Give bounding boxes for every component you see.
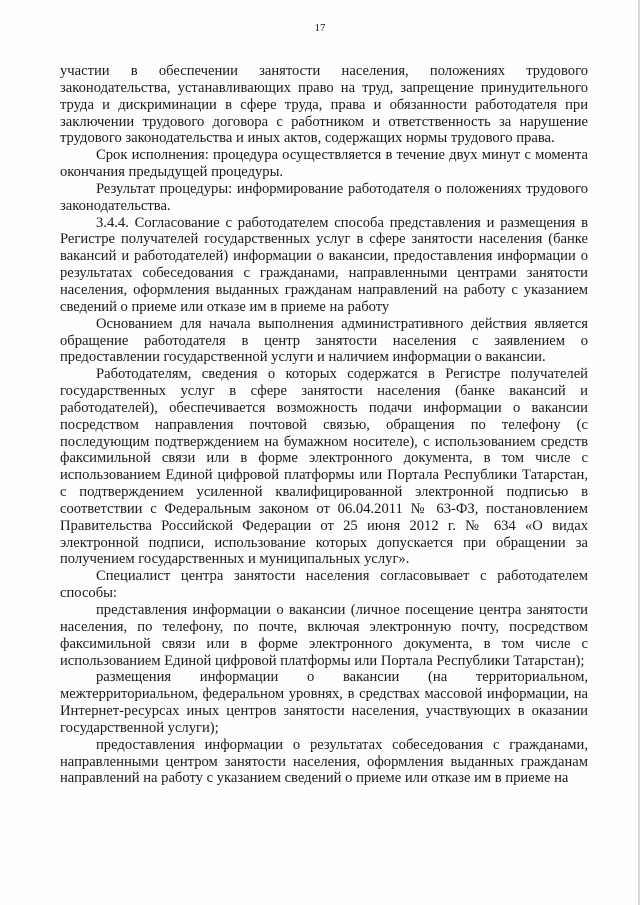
list-item-vacancy-info: представления информации о вакансии (личное посещение центра занятости населения, по телефону, по почте, включая электронную почту, посредством факсимильной связи или в форме электронного документа, в том числе с использованием Единой цифровой платформы или Портала Республики Татарстан);	[60, 602, 588, 669]
paragraph-execution-time: Срок исполнения: процедура осуществляется в течение двух минут с момента окончания предыдущей процедуры.	[60, 147, 588, 181]
list-item-vacancy-placement: размещения информации о вакансии (на территориальном, межтерриториальном, федеральном уровнях, в средствах массовой информации, на Интернет-ресурсах иных центров занятости населения, участвующих в оказании государственной услуги);	[60, 669, 588, 736]
paragraph-basis: Основанием для начала выполнения административного действия является обращение работодателя в центр занятости населения с заявлением о предоставлении государственной услуги и наличием информации о вакансии.	[60, 315, 588, 366]
document-body	[60, 63, 588, 787]
page-number: 17	[314, 22, 326, 34]
paragraph-specialist: Специалист центра занятости населения согласовывает с работодателем способы:	[60, 568, 588, 602]
list-item-interview-results: предоставления информации о результатах собеседования с гражданами, направленными центром занятости населения, оформления выданных гражданам направлений на работу с указанием сведений о приеме или отказе им в приеме на	[60, 736, 588, 787]
paragraph-procedure-result: Результат процедуры: информирование работодателя о положениях трудового законодательства.	[60, 180, 588, 214]
paragraph-employers: Работодателям, сведения о которых содержатся в Регистре получателей государственных услуг в сфере занятости населения (банке вакансий и работодателей), обеспечивается возможность подачи информации о вакансии посредством направления почтовой связью, обращения по телефону (с последующим подтверждением на бумажном носителе), с использованием средств факсимильной связи или в форме электронного документа, в том числе с использованием Единой цифровой платформы или Портала Республики Татарстан, с подтверждением усиленной квалифицированной электронной подписью в соответствии с Федеральным законом от 06.04.2011 № 63-ФЗ, постановлением Правительства Российской Федерации от 25 июня 2012 г. № 634 «О видах электронной подписи, использование которых допускается при обращении за получением государственных и муниципальных услуг».	[60, 366, 588, 568]
paragraph-continuation: участии в обеспечении занятости населения, положениях трудового законодательства, устанавливающих право на труд, запрещение принудительного труда и дискриминации в сфере труда, права и обязанности работодателя при заключении трудового договора с работником и ответственность за нарушение трудового законодательства и иных актов, содержащих нормы трудового права.	[60, 63, 588, 147]
paragraph-section-3-4-4: 3.4.4. Согласование с работодателем способа представления и размещения в Регистре получателей государственных услуг в сфере занятости населения (банке вакансий и работодателей) информации о вакансии, предоставления информации о результатах собеседования с гражданами, направленными центрами занятости населения, оформления выданных гражданам направлений на работу с указанием сведений о приеме или отказе им в приеме на работу	[60, 214, 588, 315]
